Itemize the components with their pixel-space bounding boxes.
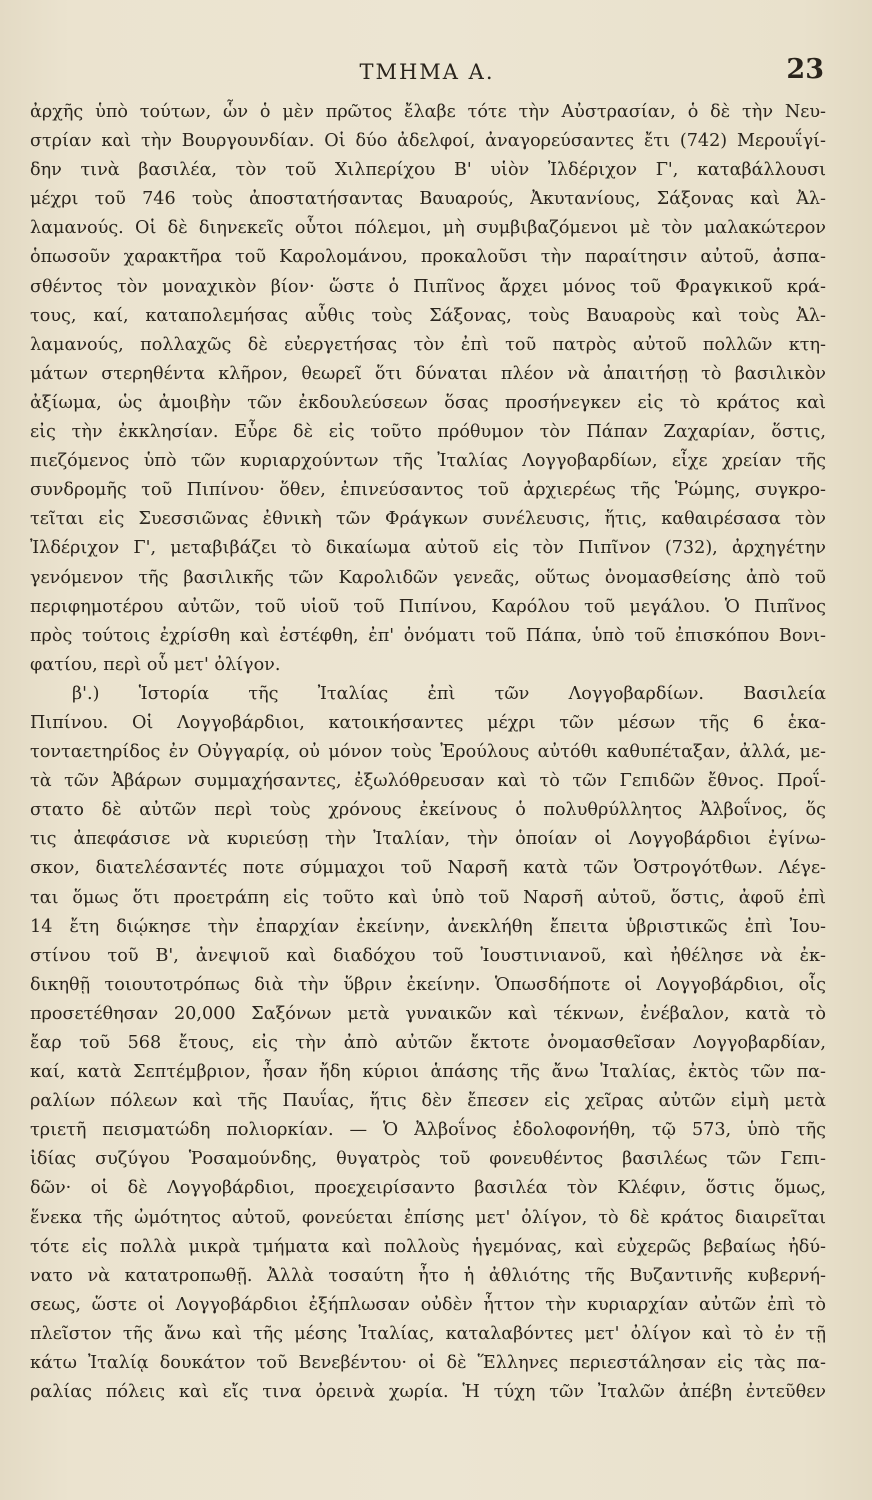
text-line: δῶν· οἱ δὲ Λογγοβάρδιοι, προεχειρίσαντο βασιλέα τὸν Κλέφιν, ὅστις ὅμως, [30, 1178, 826, 1199]
text-line: μάτων στερηθέντα κλῆρον, θεωρεῖ ὅτι δύναται πλέον νὰ ἀπαιτήσῃ τὸ βασιλικὸν [30, 363, 826, 384]
text-line: στρίαν καὶ τὴν Βουργουνδίαν. Οἱ δύο ἀδελφοί, ἀναγορεύσαντες ἔτι (742) Μερουΐγί- [30, 131, 826, 152]
text-line: συνδρομῆς τοῦ Πιπίνου· ὅθεν, ἐπινεύσαντος τοῦ ἀρχιερέως τῆς Ῥώμης, συγκρο- [30, 480, 826, 501]
text-line: στατο δὲ αὐτῶν περὶ τοὺς χρόνους ἐκείνους ὁ πολυθρύλλητος Ἀλβοΐνος, ὅς [30, 800, 826, 821]
text-line: ἰδίας συζύγου Ῥοσαμούνδης, θυγατρὸς τοῦ φονευθέντος βασιλέως τῶν Γεπι- [30, 1149, 826, 1170]
text-line: γενόμενον τῆς βασιλικῆς τῶν Καρολιδῶν γενεᾶς, οὕτως ὀνομασθείσης ἀπὸ τοῦ [30, 567, 826, 588]
text-line: εἰς τὴν ἐκκλησίαν. Εὗρε δὲ εἰς τοῦτο πρόθυμον τὸν Πάπαν Ζαχαρίαν, ὅστις, [30, 422, 826, 443]
text-line: Πιπίνου. Οἱ Λογγοβάρδιοι, κατοικήσαντες μέχρι τῶν μέσων τῆς 6 ἑκα- [30, 712, 826, 733]
text-line: τριετῆ πεισματώδη πολιορκίαν. — Ὁ Ἀλβοΐνος ἐδολοφονήθη, τῷ 573, ὑπὸ τῆς [30, 1120, 826, 1141]
text-line: νατο νὰ κατατροπωθῇ. Ἀλλὰ τοσαύτη ἦτο ἡ ἀθλιότης τῆς Βυζαντινῆς κυβερνή- [30, 1265, 826, 1286]
text-line: ἕνεκα τῆς ὠμότητος αὐτοῦ, φονεύεται ἐπίσης μετ' ὀλίγον, τὸ δὲ κράτος διαιρεῖται [30, 1207, 826, 1228]
text-line: δικηθῇ τοιουτοτρόπως διὰ τὴν ὕβριν ἐκείνην. Ὁπωσδήποτε οἱ Λογγοβάρδιοι, οἷς [30, 974, 826, 995]
section-title: ΤΜΗΜΑ Α. [359, 60, 495, 84]
text-line: ἔαρ τοῦ 568 ἔτους, εἰς τὴν ἀπὸ αὐτῶν ἔκτοτε ὀνομασθεῖσαν Λογγοβαρδίαν, [30, 1033, 826, 1053]
text-line: λαμανούς. Οἱ δὲ διηνεκεῖς οὗτοι πόλεμοι, μὴ συμβιβαζόμενοι μὲ τὸν μαλακώτερον [30, 218, 826, 239]
text-line: φατίου, περὶ οὗ μετ' ὀλίγον. [30, 654, 281, 675]
running-head [30, 54, 824, 90]
body-text [30, 98, 826, 1407]
text-line: τις ἀπεφάσισε νὰ κυριεύσῃ τὴν Ἰταλίαν, τὴν ὁποίαν οἱ Λογγοβάρδιοι ἐγίνω- [30, 829, 826, 850]
text-line: λαμανούς, πολλαχῶς δὲ εὐεργετήσας τὸν ἐπὶ τοῦ πατρὸς αὐτοῦ πολλῶν κτη- [30, 334, 826, 355]
text-line: πιεζόμενος ὑπὸ τῶν κυριαρχούντων τῆς Ἰταλίας Λογγοβαρδίων, εἶχε χρείαν τῆς [30, 451, 826, 472]
text-line: ται ὅμως ὅτι προετράπη εἰς τοῦτο καὶ ὑπὸ τοῦ Ναρσῆ αὐτοῦ, ὅστις, ἀφοῦ ἐπὶ [30, 887, 826, 908]
text-line: κάτω Ἰταλίᾳ δουκάτον τοῦ Βενεβέντου· οἱ δὲ Ἕλληνες περιεστάλησαν εἰς τὰς πα- [30, 1353, 826, 1374]
text-line: ραλίων πόλεων καὶ τῆς Παυΐας, ἥτις δὲν ἔπεσεν εἰς χεῖρας αὐτῶν εἰμὴ μετὰ [30, 1091, 826, 1112]
text-line: τονταετηρίδος ἐν Οὐγγαρίᾳ, οὐ μόνον τοὺς Ἐρούλους αὐτόθι καθυπέταξαν, ἀλλά, με- [30, 742, 826, 763]
text-line: τὰ τῶν Ἀβάρων συμμαχήσαντες, ἐξωλόθρευσαν καὶ τὸ τῶν Γεπιδῶν ἔθνος. Προΐ- [30, 771, 826, 792]
text-line: β'.) Ἱστορία τῆς Ἰταλίας ἐπὶ τῶν Λογγοβαρδίων. Βασιλεία [72, 683, 826, 704]
text-line: μέχρι τοῦ 746 τοὺς ἀποστατήσαντας Βαυαρούς, Ἀκυτανίους, Σάξονας καὶ Ἀλ- [30, 189, 826, 210]
text-line: πρὸς τούτοις ἐχρίσθη καὶ ἐστέφθη, ἐπ' ὀνόματι τοῦ Πάπα, ὑπὸ τοῦ ἐπισκόπου Βονι- [30, 625, 826, 646]
text-line: καί, κατὰ Σεπτέμβριον, ἦσαν ἤδη κύριοι ἁπάσης τῆς ἄνω Ἰταλίας, ἐκτὸς τῶν πα- [30, 1062, 826, 1083]
text-line: τους, καί, καταπολεμήσας αὖθις τοὺς Σάξονας, τοὺς Βαυαροὺς καὶ τοὺς Ἀλ- [30, 305, 826, 326]
text-line: προσετέθησαν 20,000 Σαξόνων μετὰ γυναικῶν καὶ τέκνων, ἐνέβαλον, κατὰ τὸ [30, 1003, 826, 1024]
text-line: στίνου τοῦ Β', ἀνεψιοῦ καὶ διαδόχου τοῦ Ἰουστινιανοῦ, καὶ ἠθέλησε νὰ ἐκ- [30, 945, 826, 966]
text-line: τότε εἰς πολλὰ μικρὰ τμήματα καὶ πολλοὺς ἡγεμόνας, καὶ εὐχερῶς βεβαίως ἠδύ- [30, 1236, 826, 1257]
text-line: ὁπωσοῦν χαρακτῆρα τοῦ Καρολομάνου, προκαλοῦσι τὴν παραίτησιν αὐτοῦ, ἀσπα- [30, 247, 826, 268]
text-line: ἀρχῆς ὑπὸ τούτων, ὧν ὁ μὲν πρῶτος ἔλαβε τότε τὴν Αὐστρασίαν, ὁ δὲ τὴν Νευ- [30, 102, 826, 122]
text-line: ραλίας πόλεις καὶ εἴς τινα ὀρεινὰ χωρία. Ἡ τύχη τῶν Ἰταλῶν ἀπέβη ἐντεῦθεν [30, 1382, 826, 1403]
page-number: 23 [786, 54, 824, 85]
text-line: περιφημοτέρου αὐτῶν, τοῦ υἱοῦ τοῦ Πιπίνου, Καρόλου τοῦ μεγάλου. Ὁ Πιπῖνος [30, 596, 826, 617]
text-line: σεως, ὥστε οἱ Λογγοβάρδιοι ἐξήπλωσαν οὐδὲν ἧττον τὴν κυριαρχίαν αὐτῶν ἐπὶ τὸ [30, 1294, 826, 1315]
text-line: Ἰλδέριχον Γ', μεταβιβάζει τὸ δικαίωμα αὐτοῦ εἰς τὸν Πιπῖνον (732), ἀρχηγέτην [30, 538, 826, 559]
text-line: σθέντος τὸν μοναχικὸν βίον· ὥστε ὁ Πιπῖνος ἄρχει μόνος τοῦ Φραγκικοῦ κρά- [30, 276, 826, 297]
text-line: δην τινὰ βασιλέα, τὸν τοῦ Χιλπερίχου Β' υἱὸν Ἰλδέριχον Γ', καταβάλλουσι [30, 160, 826, 181]
text-line: πλεῖστον τῆς ἄνω καὶ τῆς μέσης Ἰταλίας, καταλαβόντες μετ' ὀλίγον καὶ τὸ ἐν τῇ [30, 1323, 826, 1344]
text-line: σκον, διατελέσαντές ποτε σύμμαχοι τοῦ Ναρσῆ κατὰ τῶν Ὀστρογότθων. Λέγε- [30, 858, 826, 879]
text-line: τεῖται εἰς Συεσσιῶνας ἐθνικὴ τῶν Φράγκων συνέλευσις, ἥτις, καθαιρέσασα τὸν [30, 509, 826, 530]
text-line: ἀξίωμα, ὡς ἀμοιβὴν τῶν ἐκδουλεύσεων ὅσας προσήνεγκεν εἰς τὸ κράτος καὶ [30, 392, 826, 413]
text-line: 14 ἔτη διῴκησε τὴν ἐπαρχίαν ἐκείνην, ἀνεκλήθη ἔπειτα ὑβριστικῶς ἐπὶ Ἰου- [30, 916, 826, 937]
